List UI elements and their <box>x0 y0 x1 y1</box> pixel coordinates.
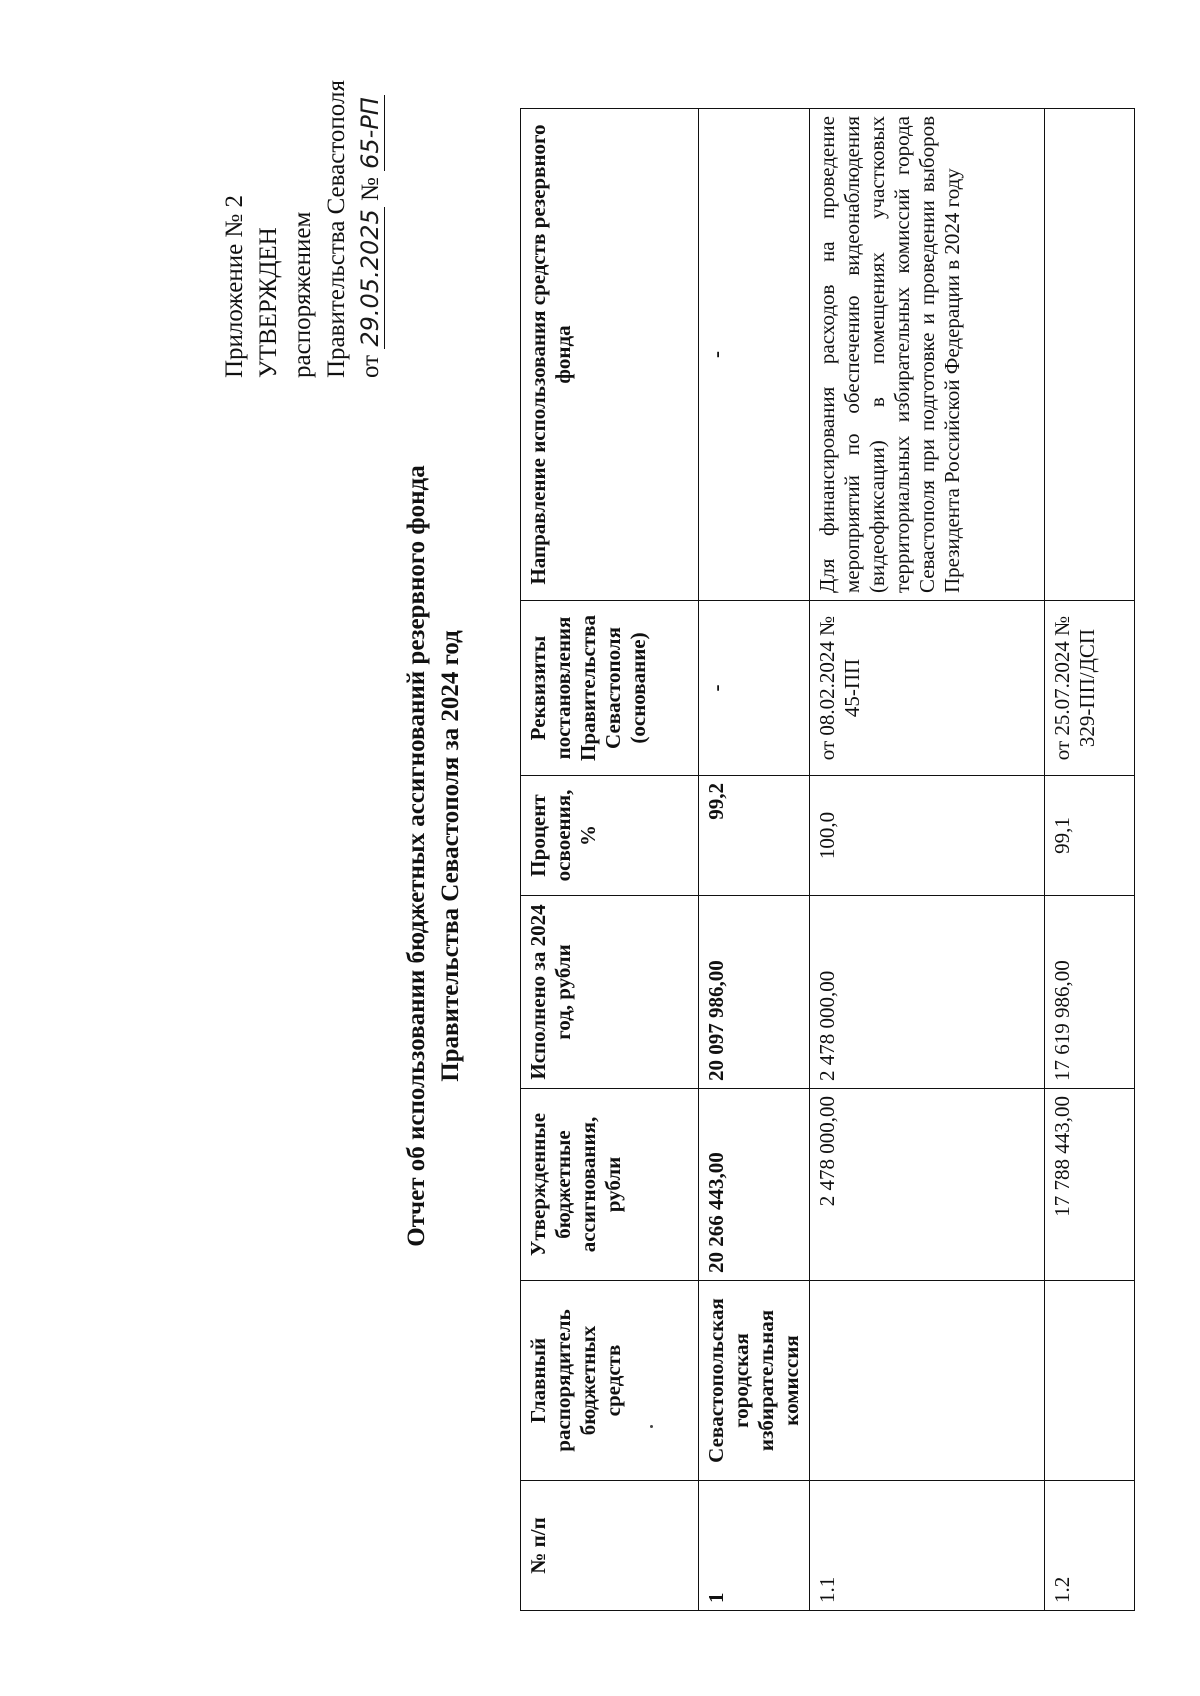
cell-direction: - <box>699 109 810 601</box>
report-title-line-2: Правительства Севастополя за 2024 год <box>437 630 464 1082</box>
table-row <box>810 109 1045 1611</box>
cell-percent: 99,2 <box>699 776 810 896</box>
cell-details: - <box>699 601 810 776</box>
approval-stamp <box>218 80 388 378</box>
number-sign: № <box>357 177 384 201</box>
report-title-line-1: Отчет об использовании бюджетных ассигнований резервного фонда <box>403 465 430 1247</box>
cell-executed: 2 478 000,00 <box>810 896 1045 1089</box>
cell-approved: 2 478 000,00 <box>810 1089 1045 1281</box>
cell-manager <box>810 1281 1045 1481</box>
report-title <box>400 206 468 1506</box>
header-manager: Главный распорядитель бюджетных средств <box>521 1281 699 1481</box>
table-header-row <box>521 109 699 1611</box>
table-row <box>1045 109 1135 1611</box>
cell-percent: 100,0 <box>810 776 1045 896</box>
approved-by-label: распоряжением <box>289 211 316 378</box>
date-prefix: от <box>357 354 384 378</box>
cell-num: 1.1 <box>810 1481 1045 1611</box>
cell-percent: 99,1 <box>1045 776 1135 896</box>
government-name: Правительства Севастополя <box>323 80 350 378</box>
reserve-fund-table <box>520 108 1135 1611</box>
handwritten-number: 65-РП <box>356 97 384 169</box>
cell-approved: 20 266 443,00 <box>699 1089 810 1281</box>
approved-label: УТВЕРЖДЕН <box>255 227 282 378</box>
cell-approved: 17 788 443,00 <box>1045 1089 1135 1281</box>
scan-speck <box>650 1425 653 1428</box>
cell-manager <box>1045 1281 1135 1481</box>
appendix-number: Приложение № 2 <box>221 194 248 378</box>
header-executed: Исполнено за 2024 год, рубли <box>521 896 699 1089</box>
cell-direction <box>1045 109 1135 601</box>
cell-details: от 25.07.2024 № 329-ПП/ДСП <box>1045 601 1135 776</box>
cell-num: 1.2 <box>1045 1481 1135 1611</box>
header-details: Реквизиты постановления Правительства Севастополя (основание) <box>521 601 699 776</box>
handwritten-date: 29.05.2025 <box>356 209 384 347</box>
header-num: № п/п <box>521 1481 699 1611</box>
cell-manager: Севастопольская городская избирательная комиссия <box>699 1281 810 1481</box>
cell-details: от 08.02.2024 № 45-ПП <box>810 601 1045 776</box>
cell-direction: Для финансирования расходов на проведение мероприятий по обеспечению видеонаблюдения (видеофиксации) в помещениях участковых территориальных избирательных комиссий города Севастополя при подготовке и проведении выборов Президента Российской Федерации в 2024 году <box>810 109 1045 601</box>
cell-num: 1 <box>699 1481 810 1611</box>
cell-executed: 20 097 986,00 <box>699 896 810 1089</box>
cell-executed: 17 619 986,00 <box>1045 896 1135 1089</box>
header-approved: Утвержденные бюджетные ассигнования, рубли <box>521 1089 699 1281</box>
header-direction: Направление использования средств резервного фонда <box>521 109 699 601</box>
header-percent: Процент освоения, % <box>521 776 699 896</box>
approval-date-line <box>354 80 388 378</box>
table-row <box>699 109 810 1611</box>
